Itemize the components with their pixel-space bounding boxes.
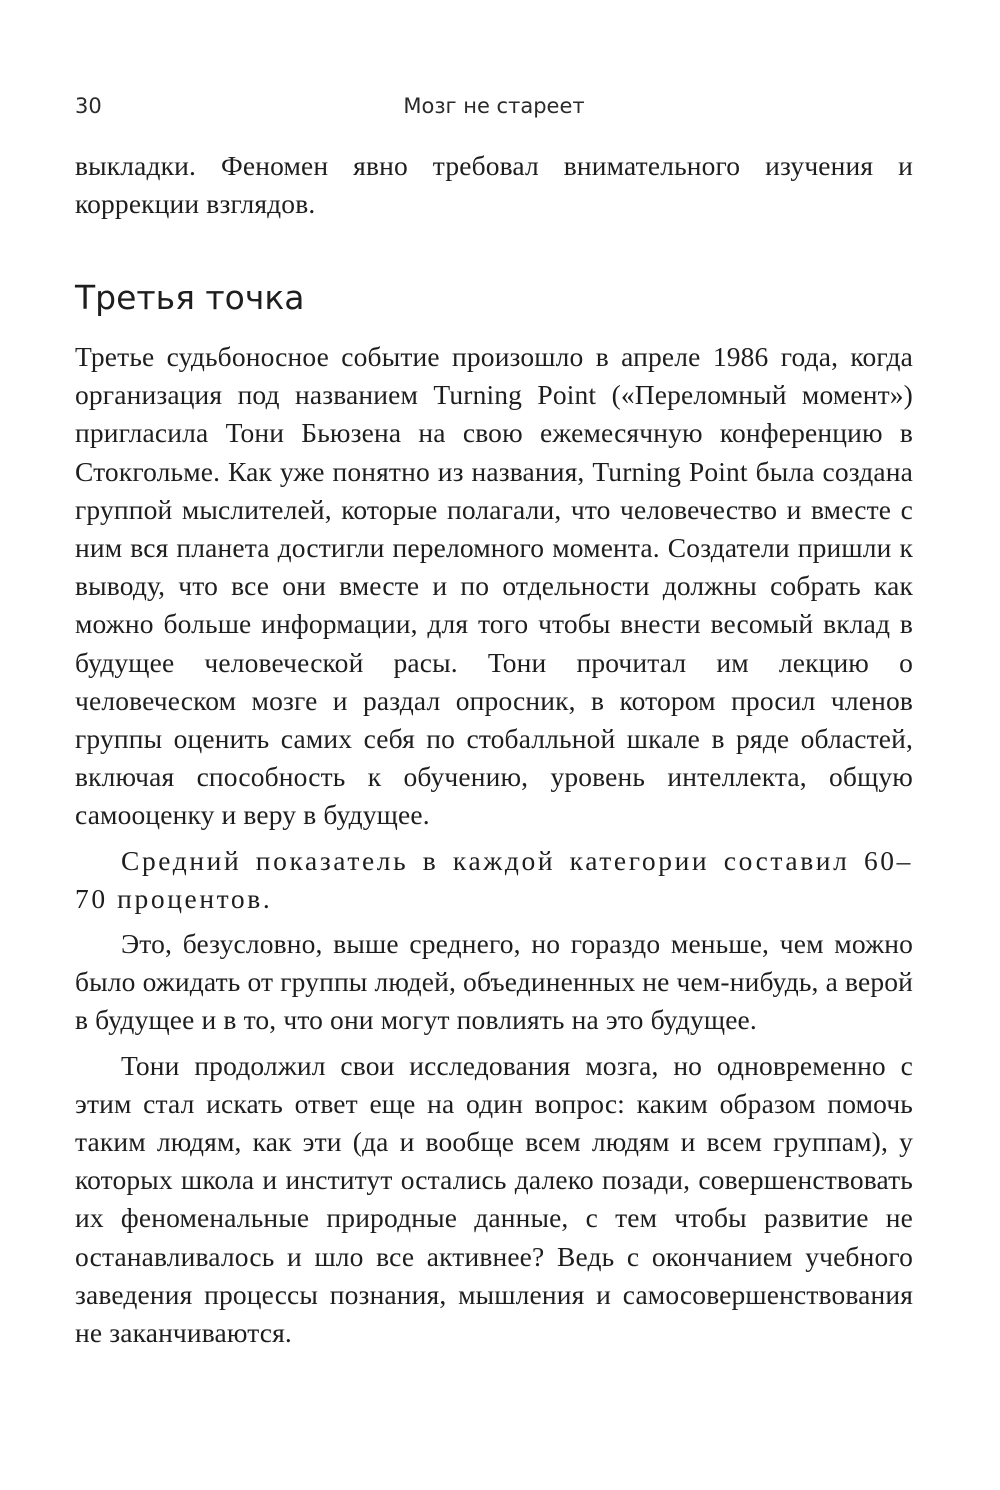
body-paragraph: Это, безусловно, выше среднего, но гораздо меньше, чем можно было ожидать от группы людей, объединенных не чем-нибудь, а верой в будущее и в то, что они могут повлиять на это будущее. [75,928,913,1036]
section-heading: Третья точка [75,278,305,317]
body-paragraph: Третье судьбоносное событие произошло в апреле 1986 года, когда организация под названием Turning Point («Переломный момент») пригласила Тони Бьюзена на свою ежемесячную конференцию в Стокгольме. Как уже понятно из названия, Turning Point была создана группой мыслителей, которые полагали, что человечество и вместе с ним вся планета достигли переломного момента. Создатели пришли к выводу, что все они вместе и по отдельности должны собрать как можно больше информации, для того чтобы внести весомый вклад в будущее человеческой расы. Тони прочитал им лекцию о человеческом мозге и раздал опросник, в котором просил членов группы оценить самих себя по стобалльной шкале в ряде областей, включая способность к обучению, уровень интеллекта, общую самооценку и веру в будущее. [75,341,913,831]
running-header [75,94,913,126]
body-paragraph: Тони продолжил свои исследования мозга, но одновременно с этим стал искать ответ еще на один вопрос: каким образом помочь таким людям, как эти (да и вообще всем людям и всем группам), у которых школа и институт остались далеко позади, совершенствовать их феноменальные природные данные, с тем чтобы развитие не останавливалось и шло все активнее? Ведь с окончанием учебного заведения процессы познания, мышления и самосовершенствования не заканчиваются. [75,1049,913,1349]
page-number: 30 [75,94,102,118]
body-paragraph: Средний показатель в каждой категории составил 60–70 процентов. [75,844,913,914]
book-title: Мозг не стареет [403,94,585,118]
continuation-paragraph: выкладки. Феномен явно требовал внимательного изучения и коррекции взглядов. [75,150,913,220]
continuation-text [75,147,913,223]
section-body [75,338,913,1352]
